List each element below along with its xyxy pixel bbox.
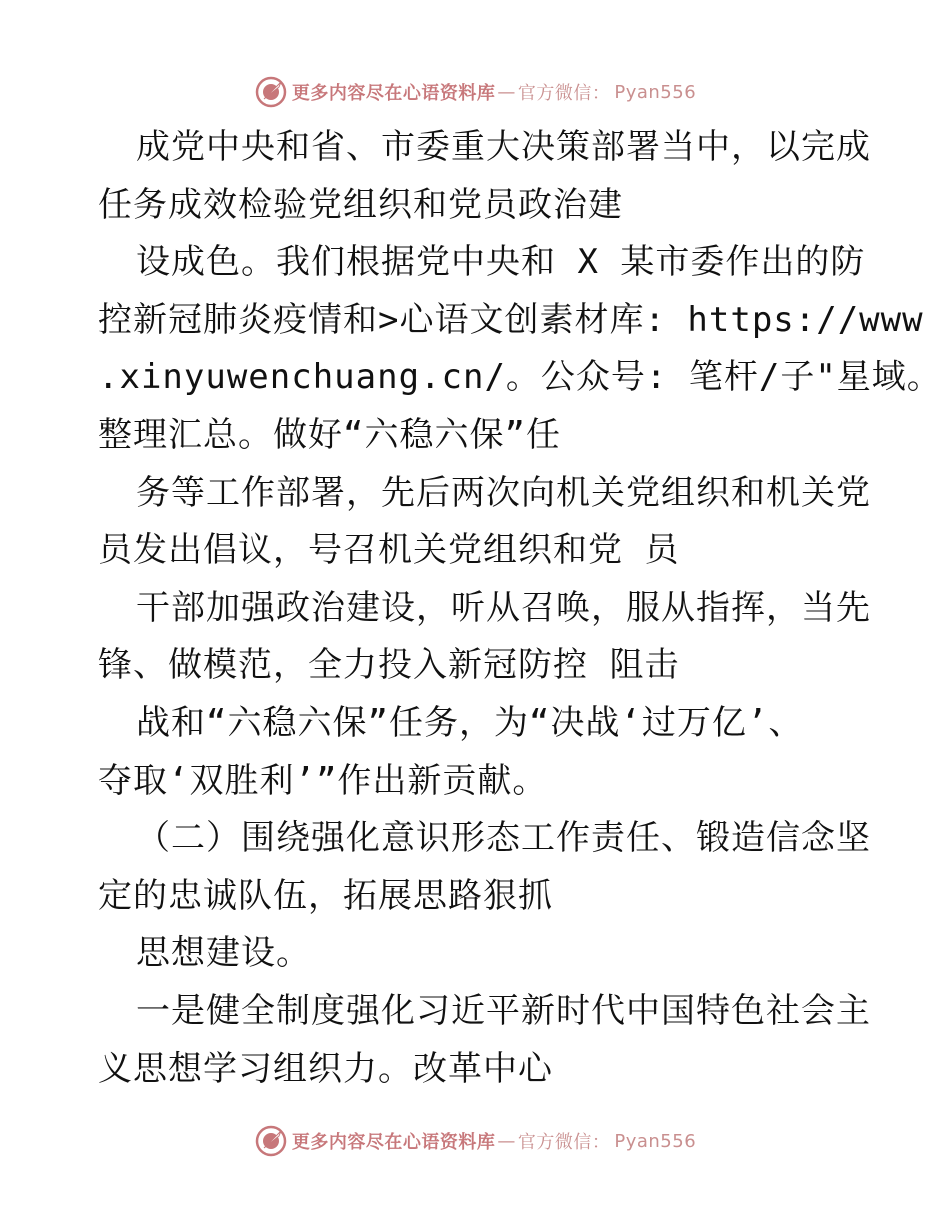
doc-line: 成党中央和省、市委重大决策部署当中，以完成 (136, 127, 871, 167)
doc-line: 务等工作部署，先后两次向机关党组织和机关党 (136, 472, 871, 513)
doc-line: 义思想学习组织力。改革中心 (98, 1048, 553, 1089)
doc-line: 战和“六稳六保”任务，为“决战‘过万亿’、 (136, 702, 804, 743)
watermark-dash: — (497, 81, 516, 103)
watermark-brand-text: 更多内容尽在心语资料库 (291, 1132, 496, 1153)
quill-circle-logo-icon (254, 75, 288, 109)
doc-line: 一是健全制度强化习近平新时代中国特色社会主 (136, 990, 871, 1031)
doc-line: 夺取‘双胜利’”作出新贡献。 (98, 760, 548, 801)
doc-line: 员发出倡议，号召机关党组织和党 员 (98, 530, 680, 571)
watermark-header (0, 72, 950, 112)
doc-line: 锋、做模范，全力投入新冠防控 阻击 (98, 645, 680, 686)
watermark-sub-text: 官方微信： (517, 83, 611, 104)
doc-line: 干部加强政治建设，听从召唤，服从指挥，当先 (136, 587, 871, 628)
watermark-sub-text: 官方微信： (517, 1132, 611, 1153)
document-body (98, 119, 942, 1098)
watermark-dash: — (497, 1130, 516, 1152)
watermark-brand-text: 更多内容尽在心语资料库 (291, 83, 496, 104)
doc-line: .xinyuwenchuang.cn/。公众号: 笔杆/子"星域。 (98, 357, 942, 398)
watermark-wechat-id: Pyan556 (614, 81, 697, 103)
watermark-wechat-id: Pyan556 (614, 1130, 697, 1152)
quill-circle-logo-icon (254, 1124, 288, 1158)
doc-line: 思想建设。 (136, 933, 311, 974)
doc-line: 定的忠诚队伍，拓展思路狠抓 (98, 875, 553, 916)
doc-line: 设成色。我们根据党中央和 X 某市委作出的防 (136, 242, 866, 283)
doc-line: 控新冠肺炎疫情和>心语文创素材库: https://www (98, 299, 924, 340)
doc-line: 整理汇总。做好“六稳六保”任 (98, 414, 561, 455)
doc-line: （二）围绕强化意识形态工作责任、锻造信念坚 (136, 818, 871, 859)
doc-line: 任务成效检验党组织和党员政治建 (98, 184, 623, 225)
watermark-footer (0, 1121, 950, 1161)
